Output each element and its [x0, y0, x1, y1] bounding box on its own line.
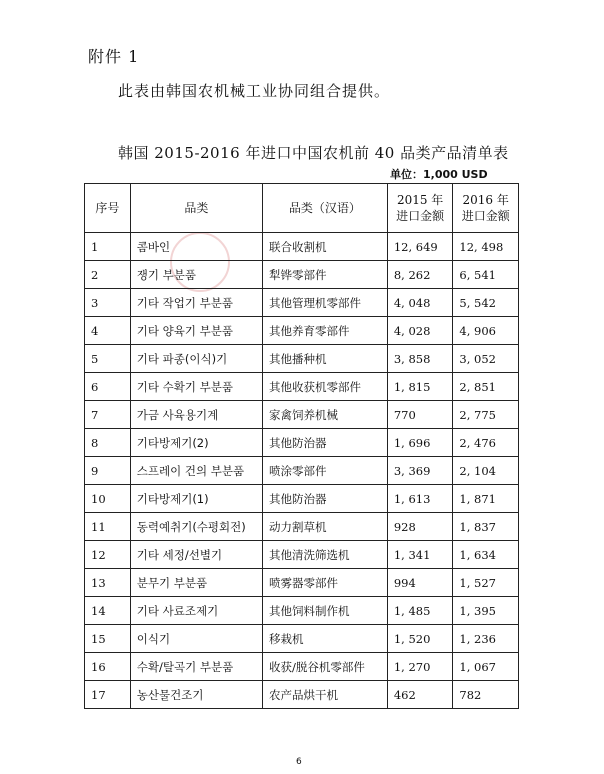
- header-amount-2016: 2016 年进口金额: [453, 184, 519, 233]
- cell-category-cn: 农产品烘干机: [262, 681, 387, 709]
- cell-seq: 16: [85, 653, 131, 681]
- table-row: [85, 485, 519, 513]
- cell-seq: 9: [85, 457, 131, 485]
- cell-category-kr: 기타 세정/선별기: [130, 541, 262, 569]
- cell-category-cn: 喷涂零部件: [262, 457, 387, 485]
- cell-amount-2016: 1, 634: [453, 541, 519, 569]
- cell-amount-2015: 462: [387, 681, 453, 709]
- cell-amount-2015: 1, 815: [387, 373, 453, 401]
- cell-amount-2016: 782: [453, 681, 519, 709]
- table-row: [85, 317, 519, 345]
- cell-category-cn: 动力割草机: [262, 513, 387, 541]
- cell-amount-2016: 3, 052: [453, 345, 519, 373]
- cell-amount-2016: 1, 527: [453, 569, 519, 597]
- cell-category-kr: 기타 사료조제기: [130, 597, 262, 625]
- cell-seq: 2: [85, 261, 131, 289]
- cell-category-cn: 其他管理机零部件: [262, 289, 387, 317]
- cell-seq: 11: [85, 513, 131, 541]
- table-row: [85, 261, 519, 289]
- cell-amount-2015: 994: [387, 569, 453, 597]
- cell-seq: 7: [85, 401, 131, 429]
- cell-category-cn: 移栽机: [262, 625, 387, 653]
- cell-category-cn: 其他播种机: [262, 345, 387, 373]
- cell-seq: 10: [85, 485, 131, 513]
- table-row: [85, 569, 519, 597]
- cell-seq: 13: [85, 569, 131, 597]
- table-row: [85, 681, 519, 709]
- header-category-cn: 品类（汉语）: [262, 184, 387, 233]
- table-row: [85, 233, 519, 261]
- cell-category-kr: 이식기: [130, 625, 262, 653]
- cell-category-cn: 家禽饲养机械: [262, 401, 387, 429]
- unit-label: 单位：1,000 USD: [390, 168, 488, 181]
- table-body: [85, 233, 519, 709]
- cell-amount-2015: 1, 696: [387, 429, 453, 457]
- cell-seq: 6: [85, 373, 131, 401]
- cell-seq: 17: [85, 681, 131, 709]
- cell-category-kr: 콤바인: [130, 233, 262, 261]
- cell-seq: 1: [85, 233, 131, 261]
- cell-amount-2016: 1, 236: [453, 625, 519, 653]
- cell-category-kr: 기타 양육기 부분품: [130, 317, 262, 345]
- table-header-row: [85, 184, 519, 233]
- cell-amount-2015: 1, 485: [387, 597, 453, 625]
- table-row: [85, 289, 519, 317]
- table-row: [85, 429, 519, 457]
- cell-category-kr: 기타 수확기 부분품: [130, 373, 262, 401]
- table-row: [85, 541, 519, 569]
- cell-amount-2016: 4, 906: [453, 317, 519, 345]
- table-row: [85, 401, 519, 429]
- cell-amount-2015: 3, 858: [387, 345, 453, 373]
- cell-category-cn: 联合收割机: [262, 233, 387, 261]
- cell-amount-2016: 6, 541: [453, 261, 519, 289]
- cell-category-kr: 수확/탈곡기 부분품: [130, 653, 262, 681]
- cell-seq: 8: [85, 429, 131, 457]
- cell-category-kr: 가금 사육용기계: [130, 401, 262, 429]
- cell-seq: 12: [85, 541, 131, 569]
- cell-amount-2016: 12, 498: [453, 233, 519, 261]
- cell-amount-2015: 1, 613: [387, 485, 453, 513]
- cell-seq: 5: [85, 345, 131, 373]
- cell-amount-2016: 1, 067: [453, 653, 519, 681]
- cell-category-kr: 스프레이 건의 부분품: [130, 457, 262, 485]
- cell-category-kr: 기타 작업기 부분품: [130, 289, 262, 317]
- header-seq: 序号: [85, 184, 131, 233]
- cell-seq: 3: [85, 289, 131, 317]
- cell-amount-2015: 1, 270: [387, 653, 453, 681]
- cell-amount-2016: 2, 476: [453, 429, 519, 457]
- cell-category-cn: 其他清洗筛选机: [262, 541, 387, 569]
- cell-category-cn: 其他饲料制作机: [262, 597, 387, 625]
- table-row: [85, 373, 519, 401]
- cell-seq: 15: [85, 625, 131, 653]
- import-list-table: [84, 183, 519, 709]
- cell-amount-2016: 5, 542: [453, 289, 519, 317]
- cell-amount-2015: 12, 649: [387, 233, 453, 261]
- table-row: [85, 597, 519, 625]
- table-row: [85, 625, 519, 653]
- cell-amount-2015: 1, 341: [387, 541, 453, 569]
- table-row: [85, 513, 519, 541]
- cell-amount-2015: 4, 048: [387, 289, 453, 317]
- cell-amount-2015: 770: [387, 401, 453, 429]
- table-row: [85, 345, 519, 373]
- cell-category-kr: 기타방제기(2): [130, 429, 262, 457]
- cell-category-cn: 其他防治器: [262, 485, 387, 513]
- cell-amount-2015: 928: [387, 513, 453, 541]
- cell-amount-2016: 1, 871: [453, 485, 519, 513]
- cell-amount-2015: 8, 262: [387, 261, 453, 289]
- cell-amount-2016: 2, 104: [453, 457, 519, 485]
- cell-amount-2016: 1, 837: [453, 513, 519, 541]
- intro-text: 此表由韩国农机械工业协同组合提供。: [118, 82, 391, 100]
- cell-category-kr: 분무기 부분품: [130, 569, 262, 597]
- cell-amount-2016: 2, 851: [453, 373, 519, 401]
- cell-category-kr: 동력예취기(수평회전): [130, 513, 262, 541]
- cell-seq: 4: [85, 317, 131, 345]
- table-row: [85, 457, 519, 485]
- cell-category-cn: 其他养育零部件: [262, 317, 387, 345]
- cell-category-kr: 기타 파종(이식)기: [130, 345, 262, 373]
- cell-category-cn: 收获/脱谷机零部件: [262, 653, 387, 681]
- cell-amount-2016: 1, 395: [453, 597, 519, 625]
- header-category-kr: 品类: [130, 184, 262, 233]
- header-amount-2015: 2015 年进口金额: [387, 184, 453, 233]
- cell-amount-2015: 1, 520: [387, 625, 453, 653]
- cell-amount-2015: 4, 028: [387, 317, 453, 345]
- table-title: 韩国 2015-2016 年进口中国农机前 40 品类产品清单表: [118, 144, 509, 162]
- cell-category-cn: 喷雾器零部件: [262, 569, 387, 597]
- cell-category-kr: 쟁기 부분품: [130, 261, 262, 289]
- cell-amount-2015: 3, 369: [387, 457, 453, 485]
- cell-category-cn: 犁铧零部件: [262, 261, 387, 289]
- page-number: 6: [296, 757, 302, 767]
- cell-amount-2016: 2, 775: [453, 401, 519, 429]
- cell-category-kr: 농산물건조기: [130, 681, 262, 709]
- cell-category-cn: 其他防治器: [262, 429, 387, 457]
- cell-category-cn: 其他收获机零部件: [262, 373, 387, 401]
- cell-category-kr: 기타방제기(1): [130, 485, 262, 513]
- attachment-label: 附件 1: [88, 47, 140, 66]
- cell-seq: 14: [85, 597, 131, 625]
- table-row: [85, 653, 519, 681]
